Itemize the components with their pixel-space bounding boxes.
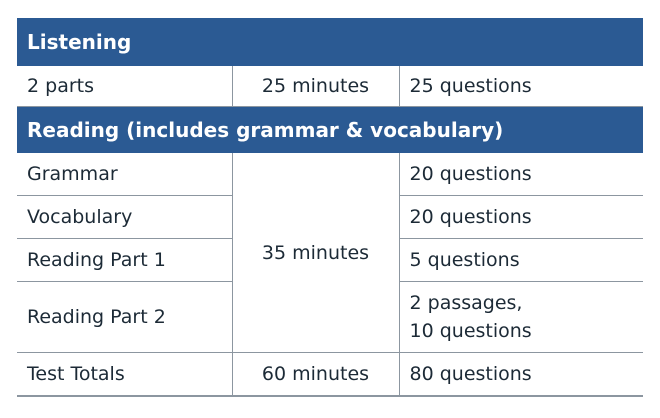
reading-part-2-label-cell: Reading Part 2 <box>17 282 232 353</box>
reading-part-2-questions-line-2: 10 questions <box>409 320 532 342</box>
grammar-questions-cell: 20 questions <box>399 153 643 196</box>
vocabulary-questions-cell: 20 questions <box>399 196 643 239</box>
totals-time-cell: 60 minutes <box>232 353 399 397</box>
totals-row <box>17 353 643 397</box>
grammar-row <box>17 153 643 196</box>
listening-parts-cell: 2 parts <box>17 66 232 107</box>
listening-time-cell: 25 minutes <box>232 66 399 107</box>
reading-time-cell: 35 minutes <box>232 153 399 353</box>
reading-part-2-questions-cell <box>399 282 643 353</box>
reading-part-1-questions-cell: 5 questions <box>399 239 643 282</box>
totals-questions-cell: 80 questions <box>399 353 643 397</box>
listening-questions-cell: 25 questions <box>399 66 643 107</box>
reading-header: Reading (includes grammar & vocabulary) <box>17 107 643 154</box>
listening-header: Listening <box>17 18 643 66</box>
reading-part-1-label-cell: Reading Part 1 <box>17 239 232 282</box>
reading-part-2-questions-line-1: 2 passages, <box>409 292 523 314</box>
grammar-label-cell: Grammar <box>17 153 232 196</box>
reading-header-row <box>17 107 643 154</box>
vocabulary-label-cell: Vocabulary <box>17 196 232 239</box>
totals-label-cell: Test Totals <box>17 353 232 397</box>
listening-header-row <box>17 18 643 66</box>
test-structure-table <box>17 18 643 397</box>
listening-row <box>17 66 643 107</box>
